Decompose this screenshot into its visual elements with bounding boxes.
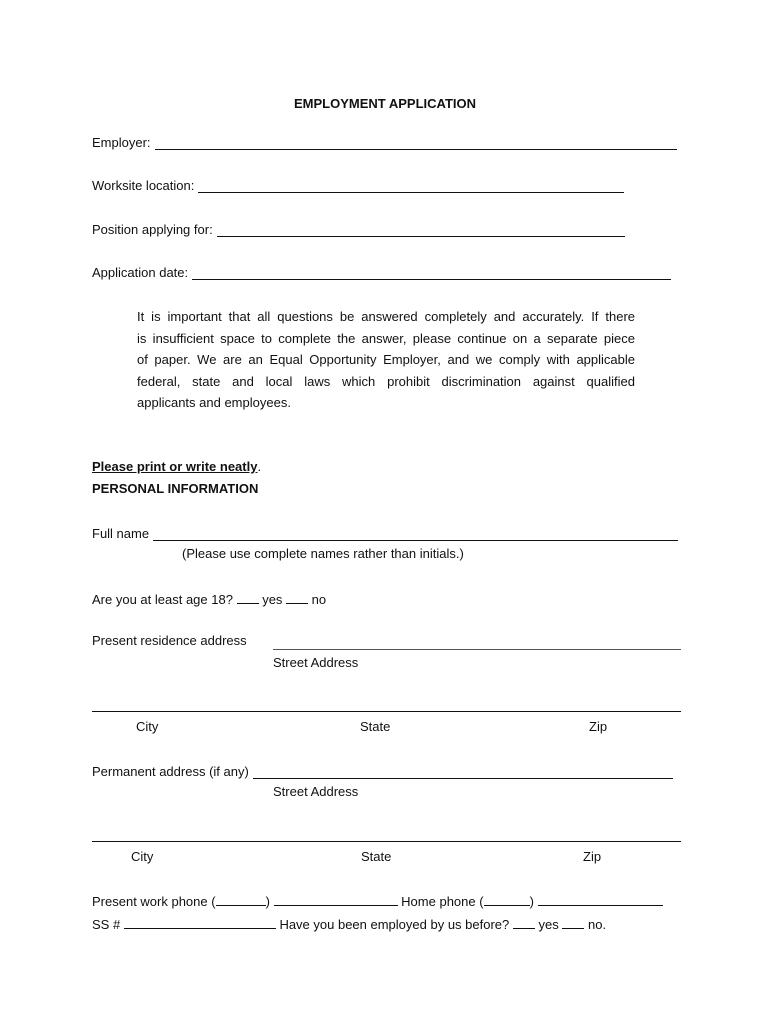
- work-phone-label: Present work phone (: [92, 894, 216, 909]
- print-neatly-text: Please print or write neatly: [92, 459, 258, 474]
- section-heading-personal: PERSONAL INFORMATION: [92, 481, 259, 496]
- present-state-caption: State: [360, 719, 391, 734]
- notice-line-1: It is important that all questions be answered completely and accurately. If there: [137, 309, 635, 324]
- permanent-city-state-zip-field[interactable]: [92, 841, 681, 842]
- permanent-state-caption: State: [361, 849, 392, 864]
- present-city-state-zip-field[interactable]: [92, 711, 681, 712]
- present-street-field[interactable]: [273, 649, 681, 650]
- worksite-row: [92, 175, 624, 193]
- permanent-address-row: [92, 761, 673, 779]
- present-city-caption: City: [136, 719, 159, 734]
- age-question-label: Are you at least age 18?: [92, 592, 233, 607]
- notice-line-4: federal, state and local laws which prohibit discrimination against qualified: [137, 373, 635, 389]
- application-date-row: [92, 262, 671, 280]
- home-phone-area-field[interactable]: [484, 892, 530, 906]
- permanent-city-caption: City: [131, 849, 154, 864]
- work-phone-area-field[interactable]: [216, 892, 266, 906]
- notice-line-3: of paper. We are an Equal Opportunity Employer, and we comply with applicable: [137, 352, 635, 368]
- age-yes-label: yes: [262, 592, 283, 607]
- notice-line-5: applicants and employees.: [137, 395, 291, 411]
- application-date-label: Application date:: [92, 265, 189, 280]
- full-name-row: [92, 523, 678, 541]
- permanent-address-label: Permanent address (if any): [92, 764, 249, 779]
- position-label: Position applying for:: [92, 222, 213, 237]
- home-phone-label: Home phone (: [401, 894, 484, 909]
- application-date-field[interactable]: [192, 265, 671, 280]
- print-neatly-period: .: [257, 459, 262, 474]
- employer-field[interactable]: [155, 135, 677, 150]
- age-no-label: no: [311, 592, 327, 607]
- position-field[interactable]: [217, 222, 625, 237]
- full-name-label: Full name: [92, 526, 150, 541]
- employed-no-blank[interactable]: [562, 915, 584, 929]
- page-title: EMPLOYMENT APPLICATION: [294, 96, 476, 111]
- notice-line-2: is insufficient space to complete the answer, please continue on a separate piece: [137, 330, 635, 346]
- print-neatly-instruction: [92, 459, 261, 474]
- present-street-caption: Street Address: [273, 655, 359, 670]
- ss-field[interactable]: [124, 915, 276, 929]
- home-phone-number-field[interactable]: [538, 892, 663, 906]
- age-yes-blank[interactable]: [237, 590, 259, 604]
- position-row: [92, 219, 625, 237]
- full-name-field[interactable]: [153, 526, 678, 541]
- employer-label: Employer:: [92, 135, 151, 150]
- phone-row: [92, 892, 663, 909]
- work-phone-paren: ): [265, 894, 270, 909]
- worksite-label: Worksite location:: [92, 178, 195, 193]
- home-phone-paren: ): [529, 894, 534, 909]
- employed-yes-blank[interactable]: [513, 915, 535, 929]
- permanent-zip-caption: Zip: [583, 849, 602, 864]
- employed-yes-label: yes: [538, 917, 559, 932]
- ss-row: [92, 915, 606, 932]
- worksite-field[interactable]: [198, 178, 624, 193]
- age-question-row: [92, 590, 326, 607]
- present-address-label: Present residence address: [92, 633, 247, 648]
- present-zip-caption: Zip: [589, 719, 608, 734]
- employed-before-label: Have you been employed by us before?: [279, 917, 510, 932]
- employer-row: [92, 132, 677, 150]
- permanent-street-caption: Street Address: [273, 784, 359, 799]
- age-no-blank[interactable]: [286, 590, 308, 604]
- notice-paragraph: [137, 306, 635, 414]
- permanent-address-field[interactable]: [253, 764, 673, 779]
- ss-label: SS #: [92, 917, 121, 932]
- full-name-hint: (Please use complete names rather than initials.): [182, 546, 464, 561]
- work-phone-number-field[interactable]: [274, 892, 398, 906]
- employed-no-label: no.: [588, 917, 607, 932]
